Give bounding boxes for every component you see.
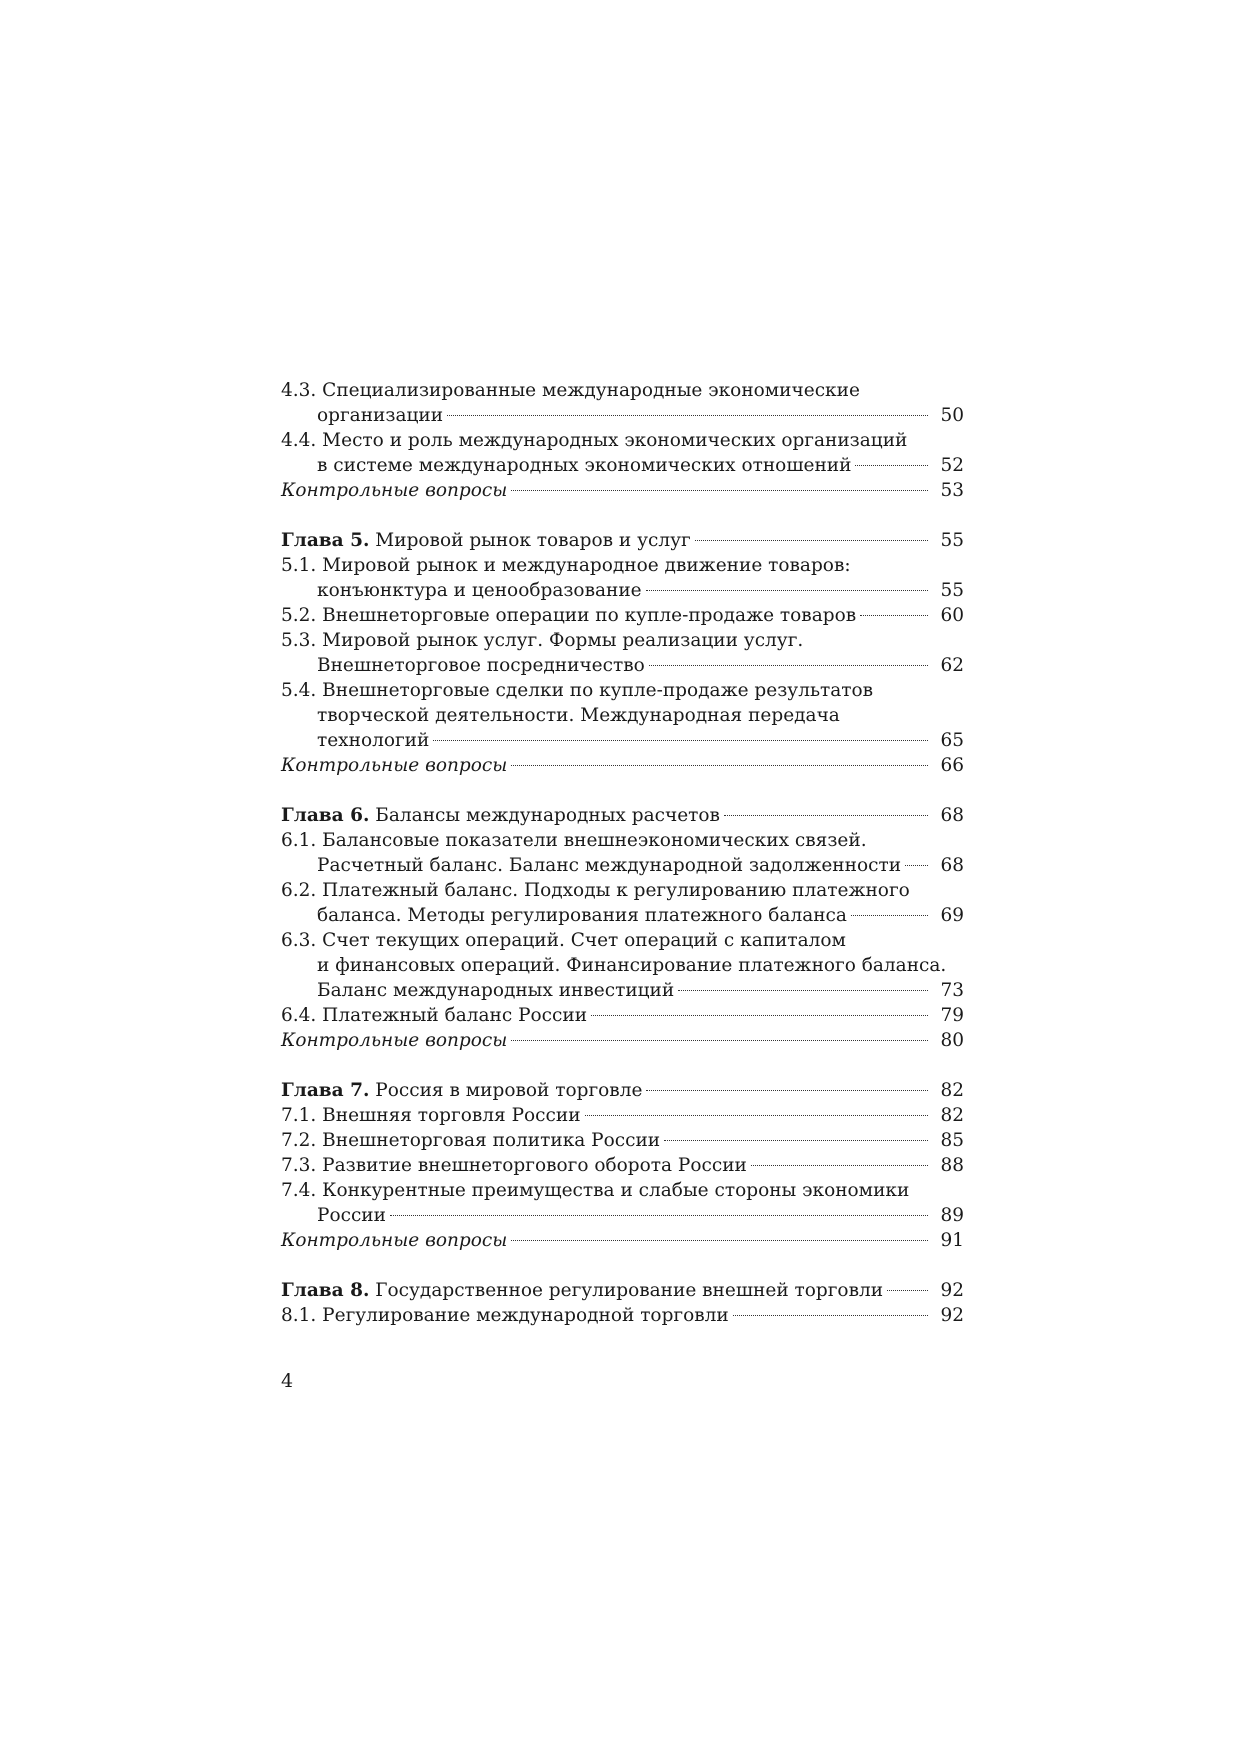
toc-entry-6-4: [281, 1003, 964, 1028]
page-ref: 73: [940, 980, 964, 1001]
toc-entry-line: 6.2. Платежный баланс. Подходы к регулированию платежного: [281, 880, 910, 901]
dot-leader: [751, 1165, 928, 1166]
dot-leader: [591, 1015, 928, 1016]
chapter-label: Глава 5.: [281, 530, 370, 551]
dot-leader: [646, 590, 928, 591]
dot-leader: [855, 465, 928, 466]
dot-leader: [887, 1290, 928, 1291]
toc-entry-title: 7.1. Внешняя торговля России: [281, 1105, 581, 1126]
toc-entry-6-3: [281, 928, 964, 1003]
toc-entry-7-4: [281, 1178, 964, 1228]
dot-leader: [695, 540, 928, 541]
toc-entry-line: Расчетный баланс. Баланс международной задолженности: [317, 855, 902, 876]
toc-chapter-8: [281, 1278, 964, 1303]
toc-chapter-6: [281, 803, 964, 828]
toc-entry-6-1: [281, 828, 964, 878]
toc-entry-title: 5.2. Внешнеторговые операции по купле-продаже товаров: [281, 605, 857, 626]
toc-entry-6-2: [281, 878, 964, 928]
toc-chapter-5: [281, 528, 964, 553]
dot-leader: [585, 1115, 928, 1116]
toc-entry-5-4: [281, 678, 964, 753]
page-ref: 55: [940, 530, 964, 551]
chapter-title: Мировой рынок товаров и услуг: [375, 530, 691, 551]
toc-entry-title: 7.2. Внешнеторговая политика России: [281, 1130, 661, 1151]
toc-questions-5: [281, 753, 964, 778]
toc-entry-line: 5.1. Мировой рынок и международное движение товаров:: [281, 555, 851, 576]
toc-entry-line: организации: [317, 405, 444, 426]
chapter-label: Глава 7.: [281, 1080, 370, 1101]
dot-leader: [724, 815, 928, 816]
toc-questions-7: [281, 1228, 964, 1253]
dot-leader: [511, 765, 928, 766]
dot-leader: [433, 740, 928, 741]
dot-leader: [905, 865, 928, 866]
page-ref: 68: [940, 805, 964, 826]
page-ref: 68: [940, 855, 964, 876]
page-number: 4: [281, 1370, 294, 1392]
toc-entry-7-1: [281, 1103, 964, 1128]
toc-entry-5-3: [281, 628, 964, 678]
toc-entry-line: конъюнктура и ценообразование: [317, 580, 642, 601]
toc-entry-line: 4.3. Специализированные международные экономические: [281, 380, 860, 401]
dot-leader: [447, 415, 928, 416]
chapter-label: Глава 8.: [281, 1280, 370, 1301]
chapter-title: Россия в мировой торговле: [375, 1080, 643, 1101]
toc-entry-title: 6.4. Платежный баланс России: [281, 1005, 588, 1026]
dot-leader: [511, 490, 928, 491]
page-ref: 62: [940, 655, 964, 676]
toc-entry-line: 4.4. Место и роль международных экономических организаций: [281, 430, 908, 451]
dot-leader: [678, 990, 928, 991]
toc-entry-line: 5.4. Внешнеторговые сделки по купле-продаже результатов: [281, 680, 874, 701]
page-ref: 65: [940, 730, 964, 751]
dot-leader: [860, 615, 928, 616]
page-ref: 55: [940, 580, 964, 601]
chapter-label: Глава 6.: [281, 805, 370, 826]
toc-entry-4-4: [281, 428, 964, 478]
page-ref: 92: [940, 1305, 964, 1326]
page-ref: 91: [940, 1230, 964, 1251]
toc-questions-6: [281, 1028, 964, 1053]
table-of-contents: [281, 378, 964, 1328]
toc-entry-5-1: [281, 553, 964, 603]
toc-entry-title: Контрольные вопросы: [281, 755, 508, 776]
toc-entry-4-3: [281, 378, 964, 428]
toc-entry-line: технологий: [317, 730, 430, 751]
page-ref: 88: [940, 1155, 964, 1176]
toc-entry-line: творческой деятельности. Международная передача: [317, 705, 840, 726]
toc-entry-line: Внешнеторговое посредничество: [317, 655, 645, 676]
page-ref: 82: [940, 1080, 964, 1101]
dot-leader: [649, 665, 928, 666]
toc-entry-title: Контрольные вопросы: [281, 1030, 508, 1051]
toc-entry-8-1: [281, 1303, 964, 1328]
page-ref: 69: [940, 905, 964, 926]
page-ref: 50: [940, 405, 964, 426]
dot-leader: [733, 1315, 928, 1316]
toc-entry-line: 6.3. Счет текущих операций. Счет операций с капиталом: [281, 930, 846, 951]
page-ref: 89: [940, 1205, 964, 1226]
toc-entry-line: в системе международных экономических отношений: [317, 455, 852, 476]
toc-chapter-7: [281, 1078, 964, 1103]
page-ref: 60: [940, 605, 964, 626]
toc-entry-title: 8.1. Регулирование международной торговли: [281, 1305, 729, 1326]
page-ref: 80: [940, 1030, 964, 1051]
toc-entry-7-3: [281, 1153, 964, 1178]
dot-leader: [511, 1240, 928, 1241]
toc-entry-line: 6.1. Балансовые показатели внешнеэкономических связей.: [281, 830, 867, 851]
toc-entry-title: Контрольные вопросы: [281, 480, 508, 501]
page-ref: 66: [940, 755, 964, 776]
dot-leader: [851, 915, 928, 916]
toc-entry-title: 7.3. Развитие внешнеторгового оборота России: [281, 1155, 747, 1176]
toc-entry-line: Баланс международных инвестиций: [317, 980, 675, 1001]
toc-entry-5-2: [281, 603, 964, 628]
toc-entry-line: баланса. Методы регулирования платежного баланса: [317, 905, 847, 926]
toc-entry-7-2: [281, 1128, 964, 1153]
dot-leader: [664, 1140, 928, 1141]
toc-entry-line: 7.4. Конкурентные преимущества и слабые стороны экономики: [281, 1180, 910, 1201]
toc-entry-line: и финансовых операций. Финансирование платежного баланса.: [317, 955, 947, 976]
toc-entry-line: России: [317, 1205, 386, 1226]
page-ref: 85: [940, 1130, 964, 1151]
chapter-title: Балансы международных расчетов: [375, 805, 720, 826]
toc-entry-line: 5.3. Мировой рынок услуг. Формы реализации услуг.: [281, 630, 804, 651]
page-ref: 79: [940, 1005, 964, 1026]
dot-leader: [646, 1090, 928, 1091]
page-ref: 53: [940, 480, 964, 501]
dot-leader: [511, 1040, 928, 1041]
page-ref: 82: [940, 1105, 964, 1126]
page-ref: 52: [940, 455, 964, 476]
chapter-title: Государственное регулирование внешней торговли: [375, 1280, 884, 1301]
page-ref: 92: [940, 1280, 964, 1301]
toc-questions-4: [281, 478, 964, 503]
dot-leader: [390, 1215, 928, 1216]
toc-entry-title: Контрольные вопросы: [281, 1230, 508, 1251]
